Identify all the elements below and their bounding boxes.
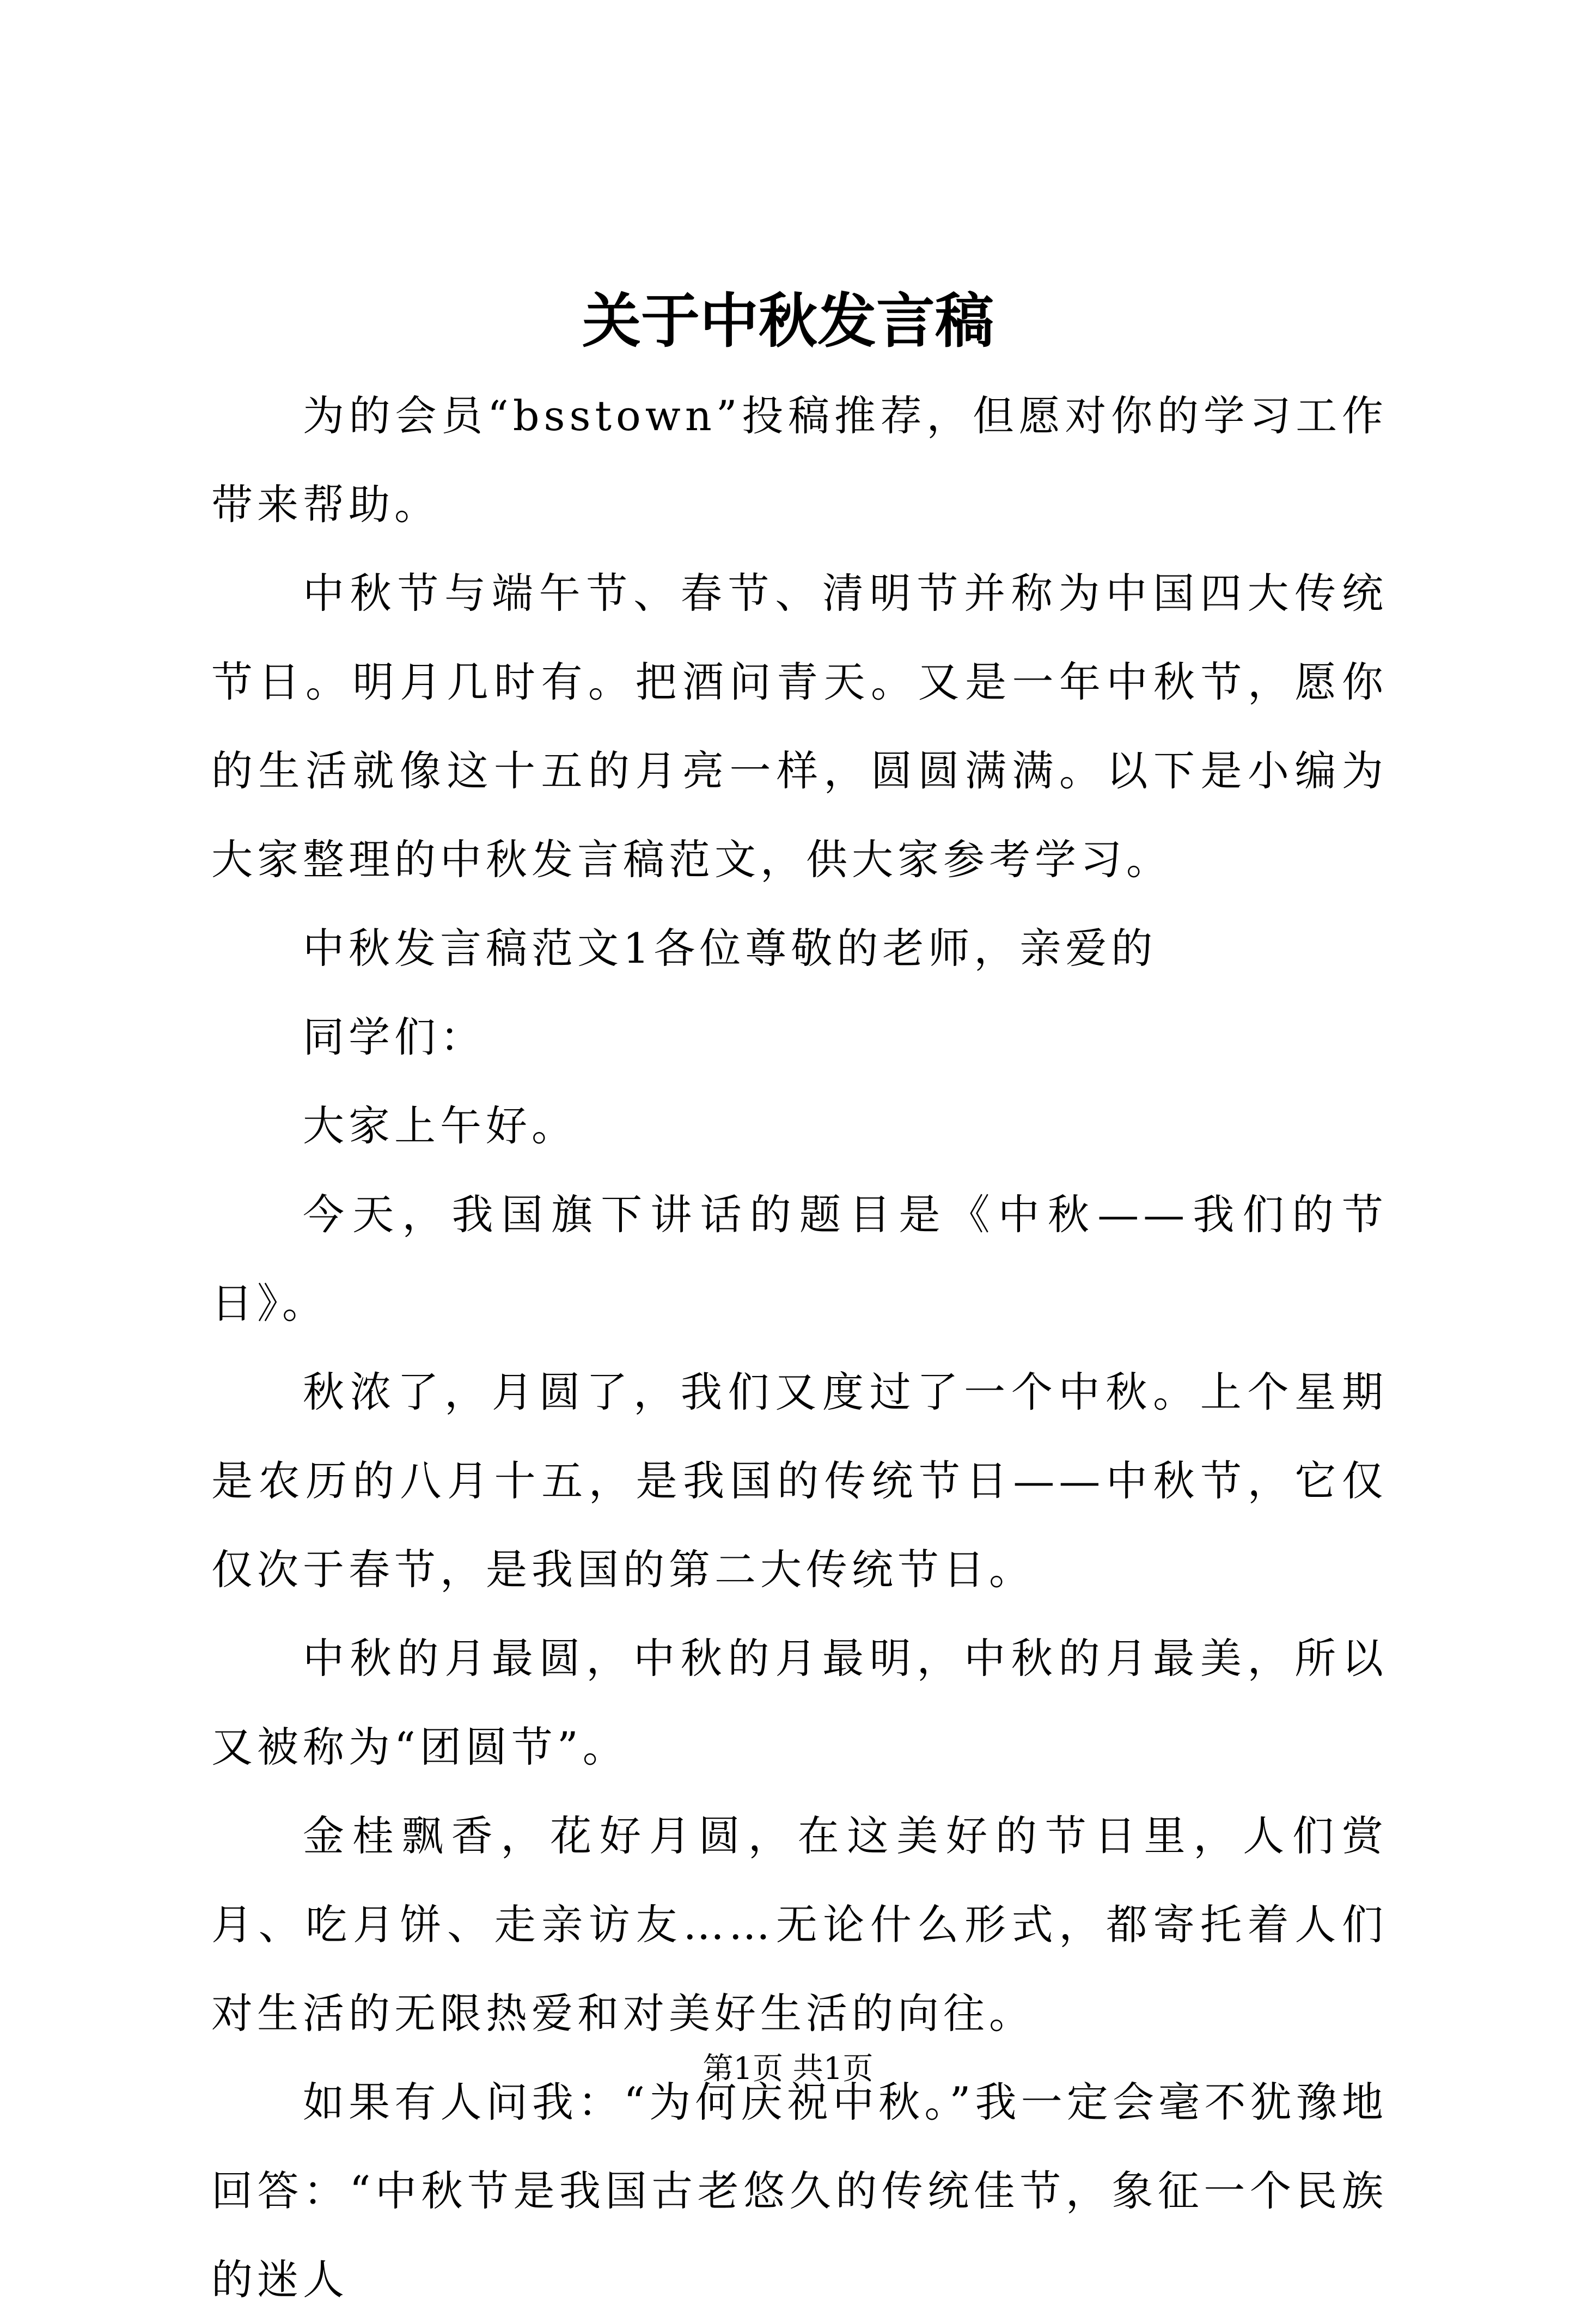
paragraph-osmanthus: 金桂飘香，花好月圆，在这美好的节日里，人们赏月、吃月饼、走亲访友……无论什么形式，都寄托着人们对生活的无限热爱和对美好生活的向往。	[211, 1812, 1388, 2038]
paragraph-intro: 为的会员“bsstown”投稿推荐，但愿对你的学习工作带来帮助。	[211, 392, 1388, 529]
document-title: 关于中秋发言稿	[582, 287, 994, 356]
paragraph-festival-overview: 中秋节与端午节、春节、清明节并称为中国四大传统节日。明月几时有。把酒问青天。又是一年中秋节，愿你的生活就像这十五的月亮一样，圆圆满满。以下是小编为大家整理的中秋发言稿范文，供大家参考学习。	[211, 569, 1388, 884]
page-footer: 第1页 共1页	[703, 2051, 873, 2087]
paragraph-autumn: 秋浓了，月圆了，我们又度过了一个中秋。上个星期是农历的八月十五，是我国的传统节日——中秋节，它仅仅次于春节，是我国的第二大传统节日。	[211, 1368, 1388, 1594]
document-body	[211, 371, 1388, 2324]
paragraph-moon: 中秋的月最圆，中秋的月最明，中秋的月最美，所以又被称为“团圆节”。	[211, 1634, 1388, 1771]
paragraph-good-morning: 大家上午好。	[303, 1102, 577, 1150]
paragraph-speech-heading: 中秋发言稿范文1各位尊敬的老师，亲爱的	[303, 924, 1157, 973]
paragraph-why-celebrate: 如果有人问我：“为何庆祝中秋。”我一定会毫不犹豫地回答：“中秋节是我国古老悠久的传统佳节，象征一个民族的迷人	[211, 2078, 1388, 2304]
paragraph-speech-topic: 今天，我国旗下讲话的题目是《中秋——我们的节日》。	[211, 1190, 1388, 1328]
paragraph-greeting-students: 同学们：	[303, 1013, 486, 1061]
